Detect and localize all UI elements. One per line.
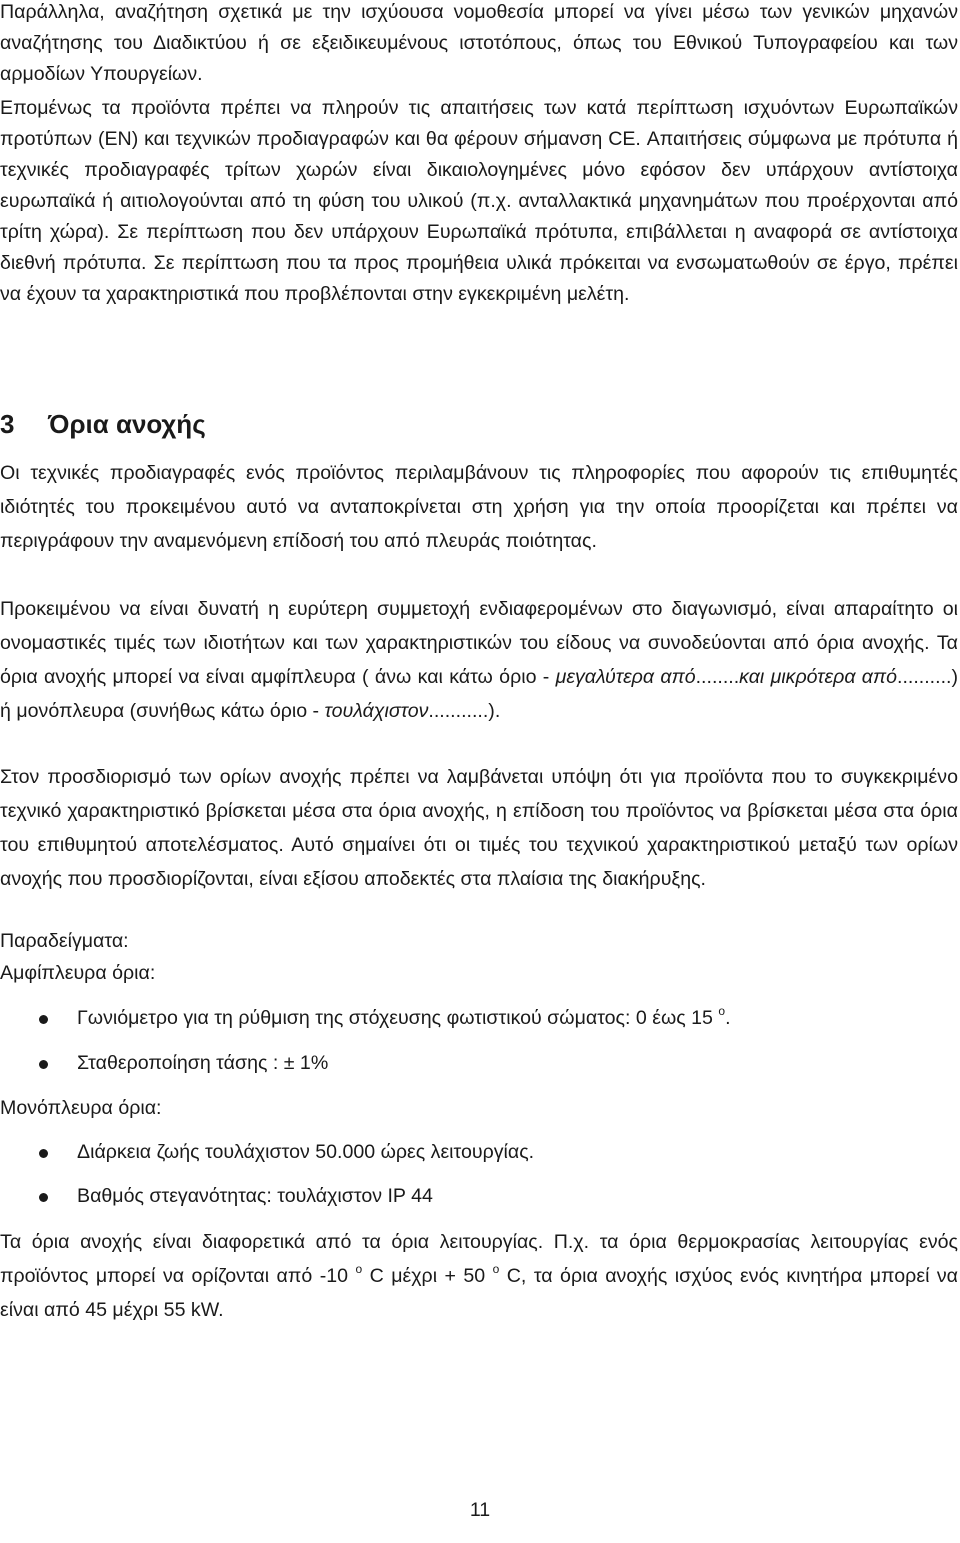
text-segment: ...........). [428, 700, 501, 722]
examples-title: Παραδείγματα: [0, 930, 129, 952]
superscript: ο [718, 1004, 726, 1018]
superscript: ο [492, 1262, 500, 1276]
paragraph-tolerance-limits [0, 592, 958, 728]
text-segment: C μέχρι + 50 [362, 1265, 493, 1287]
text-segment: . [725, 1007, 731, 1029]
superscript: ο [355, 1262, 363, 1276]
italic-segment: μεγαλύτερα από [555, 666, 696, 688]
paragraph-tolerance-determination: Στον προσδιορισμό των ορίων ανοχής πρέπει να λαμβάνεται υπόψη ότι για προϊόντα που το συγκεκριμένο τεχνικό χαρακτηριστικό βρίσκεται μέσα στα όρια ανοχής, η επίδοση του προϊόντος να βρίσκεται μέσα στα όρια του επιθυμητού αποτελέσματος. Αυτό σημαίνει ότι οι τιμές του τεχνικού χαρακτηριστικού μεταξύ των ορίων ανοχής που προσδιορίζονται, είναι εξίσου αποδεκτές στα πλαίσια της διακήρυξης. [0, 766, 958, 890]
text-segment: ........ [695, 666, 740, 688]
list-item-text: Διάρκεια ζωής τουλάχιστον 50.000 ώρες λειτουργίας. [77, 1141, 535, 1163]
list-item-text: Σταθεροποίηση τάσης : ± 1% [77, 1052, 329, 1074]
paragraph-technical-specs: Οι τεχνικές προδιαγραφές ενός προϊόντος περιλαμβάνουν τις πληροφορίες που αφορούν τις επιθυμητές ιδιότητές του προκειμένου αυτό να ανταποκρίνεται στη χρήση για την οποία προορίζεται και πρέπει να περιγράφουν την αναμενόμενη επίδοσή του από πλευράς ποιότητας. [0, 462, 958, 552]
bullet-icon [39, 1015, 48, 1024]
section-title: Όρια ανοχής [48, 409, 206, 439]
text-segment: Γωνιόμετρο για τη ρύθμιση της στόχευσης φωτιστικού σώματος: 0 έως 15 [77, 1007, 719, 1029]
text-segment: Προκειμένου να είναι δυνατή η ευρύτερη συμμετοχή ενδιαφερομένων στο διαγωνισμό, είναι απαραίτητο οι ονομαστικές τιμές των ιδιοτήτων και των χαρακτηριστικών του είδους να συνοδεύονται από όρια ανοχής. Τα όρια ανοχής μπορεί να είναι αμφίπλευρα ( άνω και κάτω όριο - [0, 598, 958, 688]
bullet-icon [39, 1149, 48, 1158]
list-item-text: Βαθμός στεγανότητας: τουλάχιστον IP 44 [77, 1185, 433, 1207]
text-segment: ..........) ή μονόπλευρα (συνήθως κάτω όριο - [0, 666, 958, 722]
page-number: 11 [469, 1499, 491, 1521]
bullet-icon [39, 1060, 48, 1069]
paragraph-standards: Επομένως τα προϊόντα πρέπει να πληρούν τις απαιτήσεις των κατά περίπτωση ισχυόντων Ευρωπαϊκών προτύπων (EN) και τεχνικών προδιαγραφών και θα φέρουν σήμανση CE. Απαιτήσεις σύμφωνα με πρότυπα ή τεχνικές προδιαγραφές τρίτων χωρών είναι δικαιολογημένες μόνο εφόσον δεν υπάρχουν αντίστοιχα ευρωπαϊκά ή αιτιολογούνται από τη φύση του υλικού (π.χ. ανταλλακτικά μηχανημάτων που προέρχονται από τρίτη χώρα). Σε περίπτωση που δεν υπάρχουν Ευρωπαϊκά πρότυπα, επιβάλλεται η αναφορά σε αντίστοιχα διεθνή πρότυπα. Σε περίπτωση που τα προς προμήθεια υλικά πρόκειται να ενσωματωθούν σε έργο, πρέπει να έχουν τα χαρακτηριστικά που προβλέπονται στην εγκεκριμένη μελέτη. [0, 97, 958, 305]
text-segment: Τα όρια ανοχής είναι διαφορετικά από τα όρια λειτουργίας. Π.χ. τα όρια θερμοκρασίας λειτουργίας ενός προϊόντος μπορεί να ορίζονται από -10 [0, 1231, 958, 1287]
bilateral-limits-title: Αμφίπλευρα όρια: [0, 962, 156, 984]
section-heading [0, 406, 206, 442]
paragraph-legislation-search: Παράλληλα, αναζήτηση σχετικά με την ισχύουσα νομοθεσία μπορεί να γίνει μέσω των γενικών μηχανών αναζήτησης του Διαδικτύου ή σε εξειδικευμένους ιστοτόπους, όπως του Εθνικού Τυπογραφείου και των αρμοδίων Υπουργείων. [0, 1, 958, 85]
unilateral-limits-title: Μονόπλευρα όρια: [0, 1097, 162, 1119]
bullet-icon [39, 1193, 48, 1202]
text-segment: C, τα όρια ανοχής ισχύος ενός κινητήρα μπορεί να είναι από 45 μέχρι 55 kW. [0, 1265, 958, 1321]
list-item-text [77, 1003, 731, 1033]
italic-segment: τουλάχιστον [324, 700, 429, 722]
italic-segment: και μικρότερα από [739, 666, 898, 688]
paragraph-operating-limits [0, 1225, 958, 1327]
section-number: 3 [0, 409, 15, 439]
